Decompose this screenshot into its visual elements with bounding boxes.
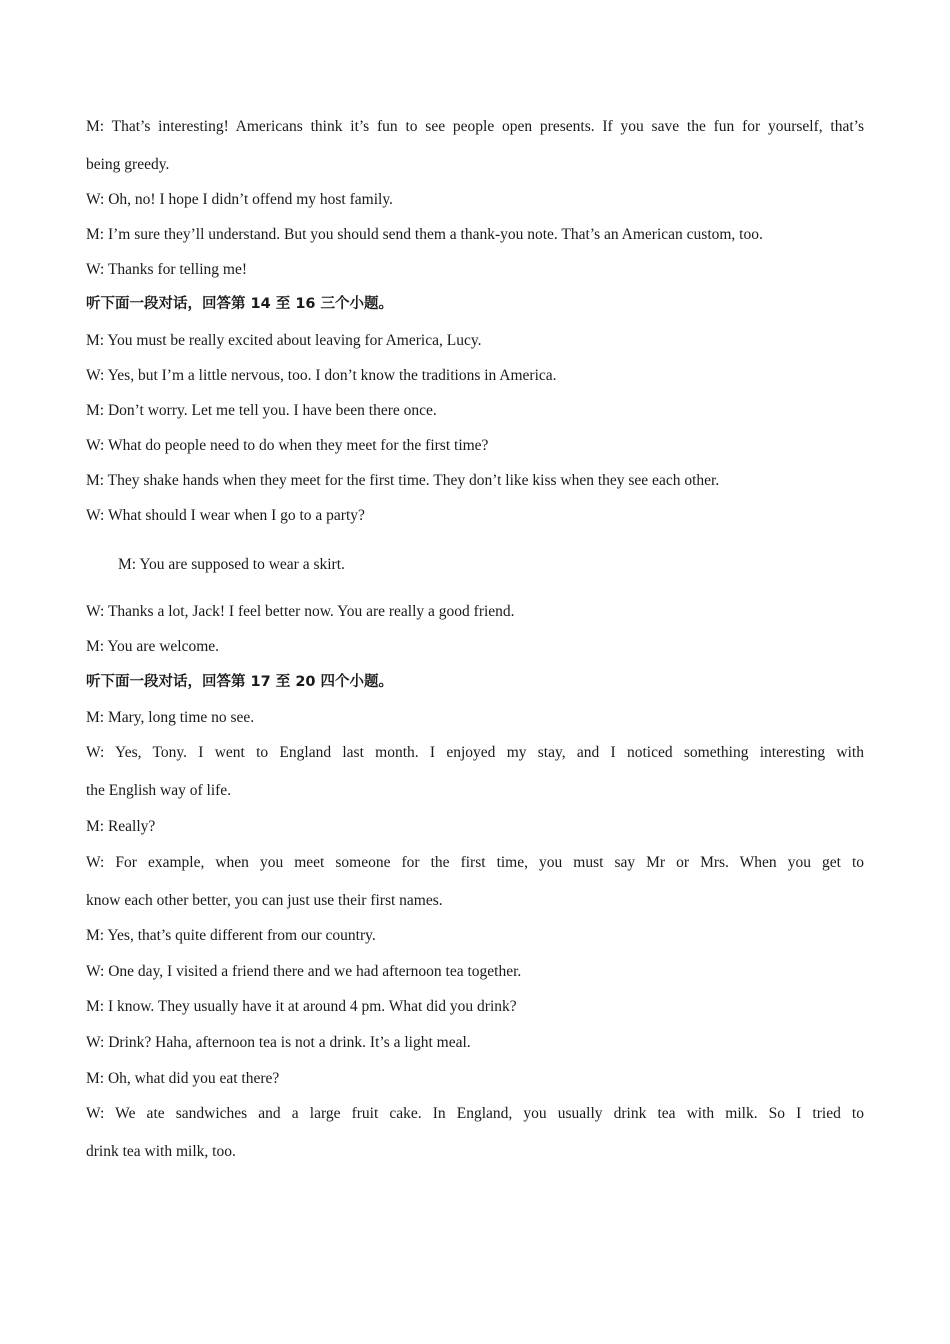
dialogue-line: M: Don’t worry. Let me tell you. I have been there once.: [86, 402, 437, 419]
dialogue-line: M: I’m sure they’ll understand. But you should send them a thank-you note. That’s an American custom, too.: [86, 226, 763, 243]
dialogue-line: W: Thanks a lot, Jack! I feel better now. You are really a good friend.: [86, 603, 515, 620]
dialogue-line: W: What do people need to do when they meet for the first time?: [86, 437, 489, 454]
dialogue-line: drink tea with milk, too.: [86, 1143, 236, 1160]
dialogue-line: M: You must be really excited about leaving for America, Lucy.: [86, 332, 482, 349]
section-heading: 听下面一段对话，回答第 17 至 20 四个小题。: [86, 674, 394, 690]
dialogue-line: W: Oh, no! I hope I didn’t offend my host family.: [86, 191, 393, 208]
dialogue-line: W: For example, when you meet someone for the first time, you must say Mr or Mrs. When you get to: [86, 854, 864, 871]
dialogue-line: W: One day, I visited a friend there and we had afternoon tea together.: [86, 963, 522, 980]
dialogue-line: M: Mary, long time no see.: [86, 709, 255, 726]
dialogue-line: M: Really?: [86, 818, 156, 835]
dialogue-line: M: Oh, what did you eat there?: [86, 1070, 280, 1087]
dialogue-line: M: Yes, that’s quite different from our country.: [86, 927, 376, 944]
dialogue-line: M: You are welcome.: [86, 638, 220, 655]
dialogue-line: M: I know. They usually have it at around 4 pm. What did you drink?: [86, 998, 517, 1015]
dialogue-line: the English way of life.: [86, 782, 232, 799]
dialogue-line: being greedy.: [86, 156, 170, 173]
dialogue-line: W: What should I wear when I go to a party?: [86, 507, 365, 524]
dialogue-line: know each other better, you can just use their first names.: [86, 892, 443, 909]
dialogue-line: W: Drink? Haha, afternoon tea is not a drink. It’s a light meal.: [86, 1034, 471, 1051]
dialogue-line: M: They shake hands when they meet for the first time. They don’t like kiss when they see each other.: [86, 472, 720, 489]
dialogue-line: W: Yes, Tony. I went to England last month. I enjoyed my stay, and I noticed something interesting with: [86, 744, 864, 761]
dialogue-line: M: You are supposed to wear a skirt.: [118, 556, 345, 573]
dialogue-line: M: That’s interesting! Americans think it’s fun to see people open presents. If you save the fun for yourself, that’s: [86, 118, 864, 135]
dialogue-line: W: Thanks for telling me!: [86, 261, 247, 278]
dialogue-line: W: Yes, but I’m a little nervous, too. I don’t know the traditions in America.: [86, 367, 557, 384]
section-heading: 听下面一段对话，回答第 14 至 16 三个小题。: [86, 296, 394, 312]
dialogue-line: W: We ate sandwiches and a large fruit cake. In England, you usually drink tea with milk. So I tried to: [86, 1105, 864, 1122]
